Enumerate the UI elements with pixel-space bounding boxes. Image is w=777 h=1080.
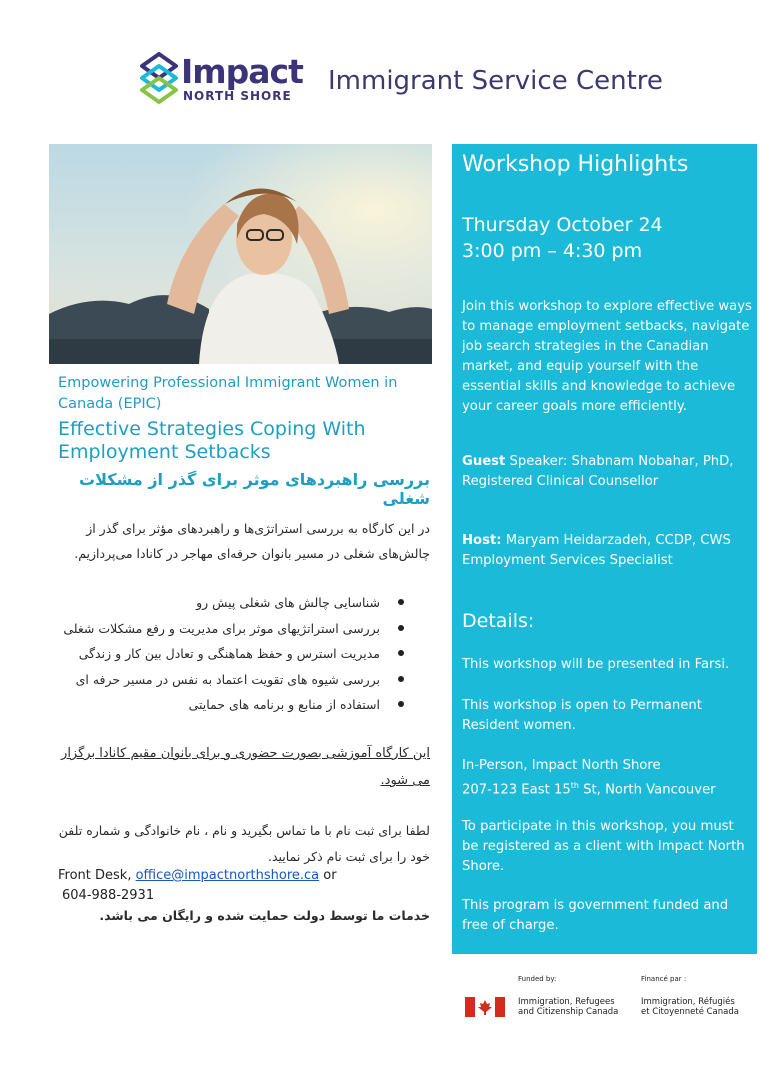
dept-fr-line-1: Immigration, Réfugiés — [641, 997, 735, 1007]
bullet-icon — [398, 701, 404, 707]
farsi-inperson-note — [58, 740, 430, 794]
contact-suffix: or — [319, 868, 337, 883]
host — [462, 531, 754, 571]
farsi-note-text: این کارگاه آموزشی بصورت حضوری و برای بانوان مقیم کانادا برگزار می شود. — [61, 746, 430, 788]
list-item-text: بررسی استراتژیهای موثر برای مدیریت و رفع مشکلات شغلی — [63, 620, 380, 636]
farsi-intro: در این کارگاه به بررسی استراتژی‌ها و راهبردهای مؤثر برای گذر از چالش‌های شغلی در مسیر بانوان حرفه‌ای مهاجر در کانادا می‌پردازیم. — [74, 521, 430, 561]
highlights-title: Workshop Highlights — [462, 152, 689, 177]
workshop-time: 3:00 pm – 4:30 pm — [462, 240, 643, 262]
host-label: Host: — [462, 533, 502, 548]
bullet-icon — [398, 650, 404, 656]
bullet-icon — [398, 625, 404, 631]
host-title: Employment Services Specialist — [462, 553, 673, 568]
program-title: Empowering Professional Immigrant Women in Canada (EPIC) — [58, 375, 398, 412]
finance-par-label: Financé par : — [641, 975, 687, 983]
detail-language: This workshop will be presented in Farsi. — [462, 657, 730, 672]
farsi-funded-text: خدمات ما توسط دولت حمایت شده و رایگان می باشد. — [99, 908, 430, 923]
contact-prefix: Front Desk, — [58, 868, 136, 883]
list-item — [58, 616, 410, 642]
email-link[interactable]: office@impactnorthshore.ca — [135, 868, 320, 883]
address-suffix: St, North Vancouver — [578, 782, 716, 798]
department-french — [641, 997, 739, 1017]
list-item-text: مدیریت استرس و حفظ هماهنگی و تعادل بین کار و زندگی — [78, 646, 380, 661]
list-item-text: استفاده از منابع و برنامه های حمایتی — [188, 697, 380, 712]
host-text: Maryam Heidarzadeh, CCDP, CWS — [501, 533, 731, 548]
detail-location — [462, 756, 754, 800]
location-name: In-Person, Impact North Shore — [462, 758, 661, 773]
impact-logo — [140, 52, 303, 104]
contact-line — [58, 868, 337, 883]
bullet-icon — [398, 676, 404, 682]
logo-word: Impact — [181, 52, 303, 91]
dept-en-line-1: Immigration, Refugees — [518, 997, 615, 1007]
hero-photo — [49, 144, 432, 364]
workshop-date: Thursday October 24 — [462, 214, 663, 236]
detail-registration: To participate in this workshop, you must be registered as a client with Impact North Shore. — [462, 819, 745, 874]
details-title: Details: — [462, 610, 535, 632]
guest-title: Registered Clinical Counsellor — [462, 474, 659, 489]
farsi-register-text: لطفا برای ثبت نام با ما تماس بگیرید و نام ، نام خانوادگی و شماره تلفن خود را برای ثبت نام ذکر نمایید. — [58, 823, 430, 864]
guest-text: Speaker: Shabnam Nobahar, PhD, — [505, 454, 734, 469]
department-english — [518, 997, 618, 1017]
list-item-text: بررسی شیوه های تقویت اعتماد به نفس در مسیر حرفه ای — [75, 671, 380, 687]
dept-fr-line-2: et Citoyenneté Canada — [641, 1007, 739, 1017]
list-item — [58, 667, 410, 693]
workshop-highlights-panel — [452, 144, 757, 954]
guest-label: Guest — [462, 454, 506, 469]
phone-number: 604-988-2931 — [62, 888, 155, 903]
canada-flag-icon — [465, 997, 505, 1017]
list-item-text: شناسایی چالش های شغلی پیش رو — [196, 595, 380, 610]
detail-eligibility: This workshop is open to Permanent Resident women. — [462, 698, 702, 733]
farsi-topic-list — [58, 590, 410, 718]
location-address — [462, 776, 754, 800]
list-item — [58, 641, 410, 667]
bullet-icon — [398, 599, 404, 605]
workshop-description: Join this workshop to explore effective ways to manage employment setbacks, navigate job search strategies in the Canadian market, and equip yourself with the essential skills and knowledge to achieve your career goals more efficiently. — [462, 299, 752, 414]
logo-subtitle: NORTH SHORE — [183, 89, 292, 103]
workshop-title: Effective Strategies Coping With Employment Setbacks — [58, 418, 366, 463]
logo-mark-icon — [140, 52, 178, 104]
guest-speaker — [462, 452, 754, 492]
date-time — [462, 212, 754, 264]
detail-funding: This program is government funded and free of charge. — [462, 898, 729, 933]
dept-en-line-2: and Citizenship Canada — [518, 1007, 619, 1017]
centre-title: Immigrant Service Centre — [328, 66, 663, 96]
list-item — [58, 692, 410, 718]
funded-by-label: Funded by: — [518, 975, 557, 983]
address-prefix: 207-123 East 15 — [462, 782, 571, 798]
list-item — [58, 590, 410, 616]
farsi-title: بررسی راهبردهای موثر برای گذر از مشکلات شغلی — [79, 470, 430, 508]
address-superscript: th — [570, 781, 579, 790]
